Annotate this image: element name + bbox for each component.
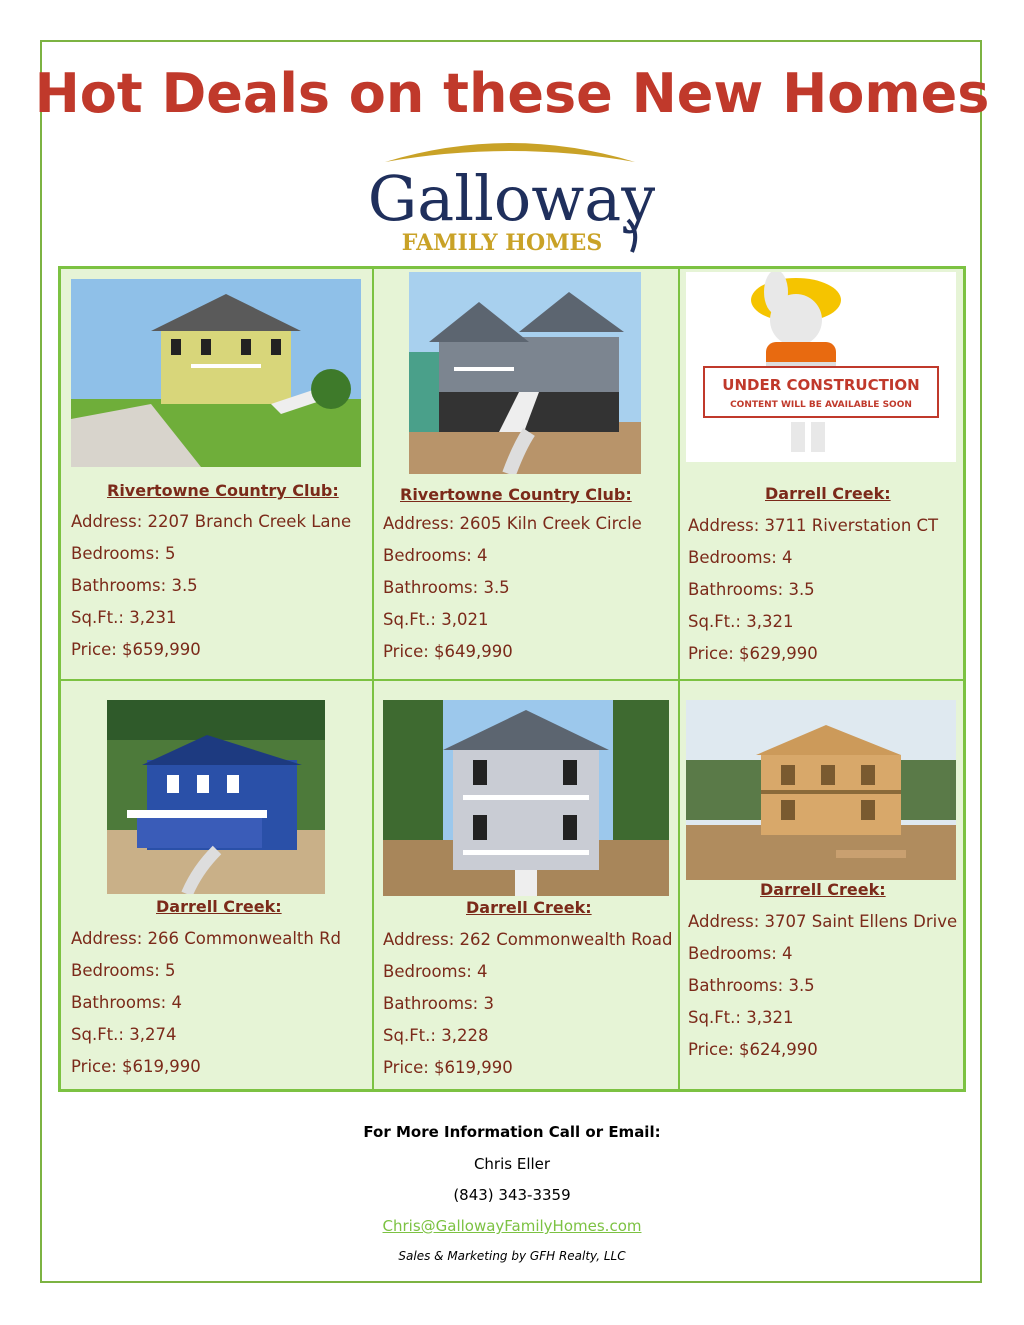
price: Price: $619,990 (71, 1057, 201, 1076)
bathrooms: Bathrooms: 3.5 (688, 976, 815, 995)
listings-grid (58, 266, 966, 1092)
address: Address: 2605 Kiln Creek Circle (383, 514, 642, 533)
house-photo (71, 279, 361, 467)
square-feet: Sq.Ft.: 3,321 (688, 1008, 794, 1027)
placeholder-subtitle: CONTENT WILL BE AVAILABLE SOON (730, 400, 912, 410)
community-name: Rivertowne Country Club: (107, 481, 339, 500)
square-feet: Sq.Ft.: 3,228 (383, 1026, 489, 1045)
contact-heading: For More Information Call or Email: (363, 1123, 661, 1141)
address: Address: 3711 Riverstation CT (688, 516, 939, 535)
price: Price: $659,990 (71, 640, 201, 659)
bathrooms: Bathrooms: 3.5 (688, 580, 815, 599)
bedrooms: Bedrooms: 5 (71, 544, 176, 563)
bedrooms: Bedrooms: 4 (688, 944, 793, 963)
address: Address: 3707 Saint Ellens Drive (688, 912, 958, 931)
bedrooms: Bedrooms: 4 (688, 548, 793, 567)
galloway-logo (370, 132, 655, 257)
contact-phone[interactable]: (843) 343-3359 (453, 1186, 571, 1204)
listing-card (374, 681, 678, 1089)
bathrooms: Bathrooms: 4 (71, 993, 182, 1012)
community-name: Rivertowne Country Club: (400, 485, 632, 504)
listing-card (680, 269, 963, 679)
house-photo (383, 700, 669, 896)
marketing-credit: Sales & Marketing by GFH Realty, LLC (398, 1249, 626, 1263)
square-feet: Sq.Ft.: 3,321 (688, 612, 794, 631)
price: Price: $629,990 (688, 644, 818, 663)
listing-card (374, 269, 678, 679)
under-construction-image (686, 272, 956, 462)
house-photo (107, 700, 325, 894)
square-feet: Sq.Ft.: 3,021 (383, 610, 489, 629)
price: Price: $649,990 (383, 642, 513, 661)
square-feet: Sq.Ft.: 3,274 (71, 1025, 177, 1044)
price: Price: $624,990 (688, 1040, 818, 1059)
bedrooms: Bedrooms: 5 (71, 961, 176, 980)
bedrooms: Bedrooms: 4 (383, 546, 488, 565)
listing-card (680, 681, 963, 1089)
square-feet: Sq.Ft.: 3,231 (71, 608, 177, 627)
community-name: Darrell Creek: (765, 484, 891, 503)
community-name: Darrell Creek: (760, 880, 886, 899)
bathrooms: Bathrooms: 3.5 (383, 578, 510, 597)
community-name: Darrell Creek: (156, 897, 282, 916)
bedrooms: Bedrooms: 4 (383, 962, 488, 981)
address: Address: 262 Commonwealth Road (383, 930, 673, 949)
bathrooms: Bathrooms: 3.5 (71, 576, 198, 595)
community-name: Darrell Creek: (466, 898, 592, 917)
address: Address: 266 Commonwealth Rd (71, 929, 342, 948)
page-headline: Hot Deals on these New Homes (34, 62, 990, 125)
listing-card (61, 269, 372, 679)
contact-name: Chris Eller (473, 1155, 551, 1173)
house-photo (686, 700, 956, 880)
bathrooms: Bathrooms: 3 (383, 994, 494, 1013)
logo-brand: Galloway (370, 162, 655, 235)
contact-email-link[interactable]: Chris@GallowayFamilyHomes.com (382, 1217, 642, 1235)
address: Address: 2207 Branch Creek Lane (71, 512, 352, 531)
price: Price: $619,990 (383, 1058, 513, 1077)
placeholder-title: UNDER CONSTRUCTION (722, 376, 920, 394)
house-photo (409, 272, 641, 474)
logo-tagline: FAMILY HOMES (401, 230, 603, 256)
listing-card (61, 681, 372, 1089)
